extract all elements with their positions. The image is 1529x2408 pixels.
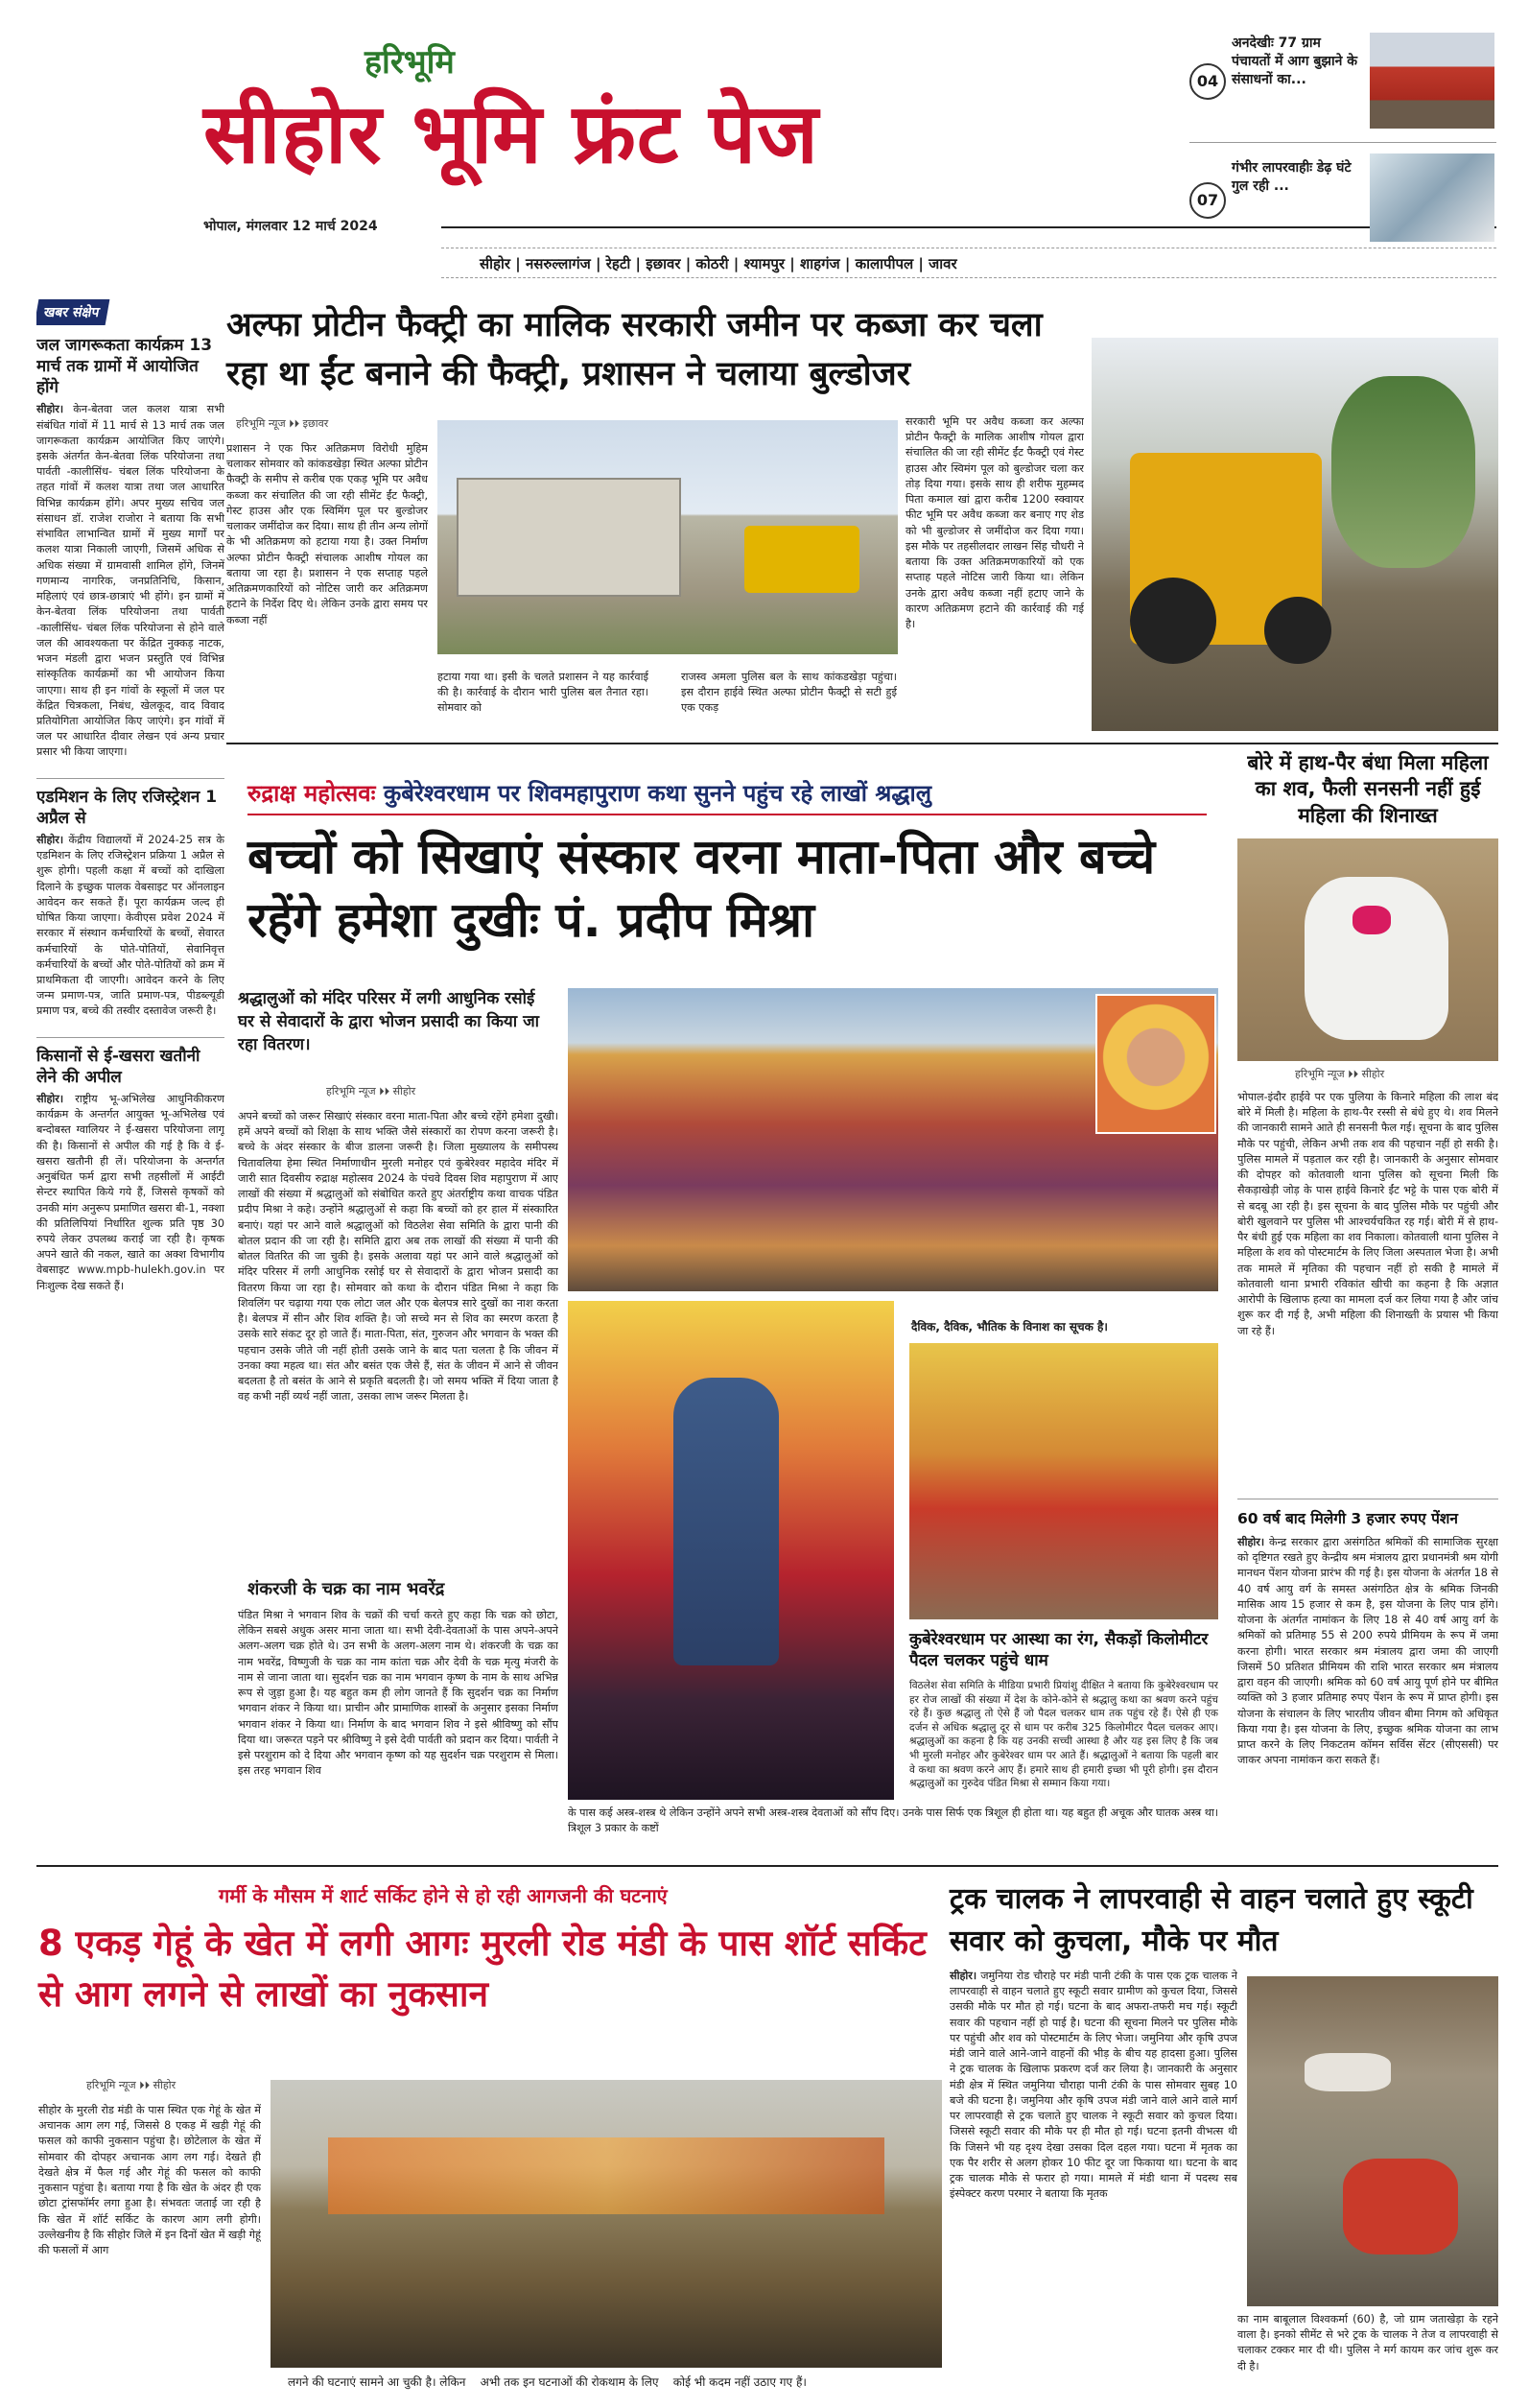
brief-2-place: सीहोर। (36, 833, 64, 846)
bori-body: भोपाल-इंदौर हाईवे पर एक पुलिया के किनारे महिला की लाश बंद बोरे में मिली है। महिला के हाथ-पैर रस्सी से बंधे हुए थे। शव मिलने की जानकारी सामने आते ही सनसनी फैल गई। सूचना के बाद पुलिस मौके पर पहुंची, लेकिन अभी तक शव की पहचान नहीं हो सकी है। पुलिस मामले में पड़ताल कर रही है। जानकारी के अनुसार सोमवार की दोपहर को कोतवाली थाना पुलिस को सूचना मिली कि सैकड़ाखेड़ी जोड़ के पास हाईवे किनारे ईंट भट्टे के पास एक बोरी में से बदबू आ रही है। इस सूचना के बाद पुलिस मौके पर पहुंची और बोरी खुलवाने पर पुलिस भी आश्चर्यचकित रह गई। बोरी में से हाथ-पैर बंधी हुई एक महिला का शव निकाला। कोतवाली थाना पुलिस ने महिला के शव को पोस्टमार्टम के लिए जिला अस्पताल भेजा है। अभी तक मामले में मृतिका की पहचान नहीं हो सकी है मामले में कोतवाली थाना प्रभारी रविकांत खीची का कहना है कि अज्ञात आरोपी के खिलाफ हत्या का मामला दर्ज कर लिया गया है और जांच शुरू कर दी गई है, अभी महिला की शिनाख्ती के प्रयास भी किया जा रहे हैं। (1237, 1091, 1498, 1337)
rudraksh-headline[interactable]: बच्चों को सिखाएं संस्कार वरना माता-पिता और बच्चे रहेंगे हमेशा दुखीः पं. प्रदीप मिश्रा (247, 829, 1156, 948)
pandit-portrait-photo (1095, 994, 1216, 1134)
pension-place: सीहोर। (1237, 1536, 1265, 1548)
fire-headline[interactable]: 8 एकड़ गेहूं के खेत में लगी आगः मुरली रोड मंडी के पास शॉर्ट सर्किट से आग लगने से लाखों का नुकसान (38, 1923, 927, 2015)
town-item[interactable]: इछावर (646, 255, 681, 272)
fire-body: सीहोर के मुरली रोड मंडी के पास स्थित एक गेहूं के खेत में अचानक आग लग गई, जिससे 8 एकड़ में खड़ी गेहूं की फसल को काफी नुकसान पहुंचा है। छोटेलाल के खेत में सोमवार की दोपहर अचानक आग लग गई। देखते ही देखते क्षेत्र में फैल गई और गेहूं की फसल को काफी नुकसान पहुंचा है। बताया गया है कि खेत के अंदर ही एक छोटा ट्रांसफॉर्मर लगा हुआ है। संभवतः जताई जा रही है कि खेत में शॉर्ट सर्किट के कारण आग लगी होगी। उल्लेखनीय है कि सीहोर जिले में इन दिनों खेत में खड़ी गेहूं की फसलों में आग (38, 2104, 261, 2257)
devotees-group-photo (909, 1343, 1218, 1619)
brief-2-text: केंद्रीय विद्यालयों में 2024-25 सत्र के एडमिशन के लिए रजिस्ट्रेशन प्रक्रिया 1 अप्रैल से शुरू होगी। पहली कक्षा में बच्चों को दाखिला दिलाने के इच्छुक पालक वेबसाइट पर ऑनलाइन आवेदन कर सकते हैं। पूरा कार्यक्रम जल्द ही घोषित किया जाएगा। केवीएस प्रवेश 2024 में सरकार में संस्थान कर्मचारियों के बच्चों, सेवारत कर्मचारियों के पोते-पोतियों, सेवानिवृत्त कर्मचारियों के बच्चों और पोते-पोतियों को क्रम में प्राथमिकता दी जाएगी। आवेदन करने के लिए जन्म प्रमाण-पत्र, जाति प्रमाण-पत्र, पीडब्ल्यूडी प्रमाण पत्र, बच्चे की तस्वीर दस्तावेज जरूरी है। (36, 833, 224, 1018)
lead-col-3: राजस्व अमला पुलिस बल के साथ कांकडखेड़ा पहुंचा। इस दौरान हाईवे स्थित अल्फा प्रोटीन फैक्ट्री से सटी हुई एक एकड़ (681, 671, 897, 715)
brief-2-title: एडमिशन के लिए रजिस्ट्रेशन 1 अप्रैल से (36, 778, 224, 829)
brief-1-place: सीहोर। (36, 403, 64, 416)
bori-headline[interactable]: बोरे में हाथ-पैर बंधा मिला महिला का शव, फैली सनसनी नहीं हुई महिला की शिनाख्त (1247, 751, 1489, 827)
truck-body (950, 1969, 1237, 2372)
rudraksh-quote: दैविक, दैविक, भौतिक के विनाश का सूचक है। (911, 1320, 1108, 1334)
lead-col-1: प्रशासन ने एक फिर अतिक्रमण विरोधी मुहिम चलाकर सोमवार को कांकडखेड़ा स्थित अल्फा प्रोटीन फैक्ट्री के समीप से करीब एक एकड़ भूमि पर अवैध कब्जा कर संचालित की जा रही सीमेंट ईंट फैक्ट्री, गेस्ट हाउस और एक स्विमिंग पूल पर बुल्डोजर चलाकर जमींदोज कर दिया। साथ ही तीन अन्य लोगों के भी अतिक्रमण को हटाया गया है। उक्त निर्माण अल्फा प्रोटीन फैक्ट्री संचालक आशीष गोयल का बताया जा रहा है। प्रशासन ने एक सप्ताह पहले अतिक्रमणकारियों को नोटिस जारी कर अतिक्रमण हटाने के निर्देश दिए थे। लेकिन उनके द्वारा समय पर कब्जा नहीं (226, 442, 428, 626)
lead-photo-bulldozer-house (437, 420, 898, 654)
truck-tail: का नाम बाबूलाल विश्वकर्मा (60) है, जो ग्राम जताखेड़ा के रहने वाला है। इनको सीमेंट से भरे ट्रक के चालक ने तेज व लापरवाही से चलाकर टक्कर मार दी थी। पुलिस ने मर्ग कायम कर जांच शुरू कर दी है। (1237, 2313, 1498, 2373)
town-item[interactable]: जावर (929, 255, 957, 272)
dateline: भोपाल, मंगलवार 12 मार्च 2024 (203, 219, 378, 234)
brief-2-body (36, 833, 224, 1020)
brief-1-text: केन-बेतवा जल कलश यात्रा सभी संबंधित गांवों में 11 मार्च से 13 मार्च तक जल जागरूकता कार्यक्रम आयोजित किए जाएंगे। इसके अंतर्गत केन-बेतवा लिंक परियोजना तथा पार्वती -कालीसिंध- चंबल लिंक परियोजना के तहत गांवों में कलश यात्रा तथा जल आधारित विभिन्न कार्यक्रम होंगे। अपर मुख्य सचिव जल संसाधन डॉ. राजेश राजोरा ने बताया कि सभी संभावित लाभान्वित ग्रामों में मुख्य मार्गों पर कलश यात्रा निकाली जाएगी, जिसमें अधिक से अधिक संख्या में ग्रामवासी शामिल होंगे, जिनमें गणमान्य नागरिक, जनप्रतिनिधि, किसान, महिलाएं एवं छात्र-छात्राएं भी होंगे। इन ग्रामों में केन-बेतवा लिंक परियोजना तथा पार्वती -कालीसिंध- चंबल लिंक परियोजना से होने वाले जल की आवश्यकता पर केंद्रित नुक्कड़ नाटक, भजन मंडली द्वारा भजन प्रस्तुति एवं विभिन्न सांस्कृतिक कार्यक्रमों का भी आयोजन किया जाएगा। साथ ही इन गांवों के स्कूलों में जल पर केंद्रित चित्रकला, निबंध, खेलकूद, वाद विवाद प्रतियोगिता आयोजित किए जाएंगे। इन गांवों में जल पर आधारित दीवार लेखन एवं अन्य प्रचार प्रसार भी किया जाएगा। (36, 403, 224, 759)
town-item[interactable]: कालापीपल (855, 255, 914, 272)
town-item[interactable]: सीहोर (480, 255, 511, 272)
section-rule-1 (226, 743, 1498, 744)
brief-1-title: जल जागरूकता कार्यक्रम 13 मार्च तक ग्रामों में आयोजित होंगे (36, 336, 213, 398)
lead-byline: हरिभूमि न्यूज ⏵⏵ इछावर (236, 417, 329, 430)
teaser-1-text: अनदेखीः 77 ग्राम पंचायतों में आग बुझाने के संसाधनों का... (1232, 35, 1357, 87)
truck-headline[interactable]: ट्रक चालक ने लापरवाही से वाहन चलाते हुए स्कूटी सवार को कुचला, मौके पर मौत (950, 1882, 1473, 1958)
town-item[interactable]: श्यामपुर (743, 255, 786, 272)
teaser-1-page: 04 (1189, 63, 1226, 100)
teaser-2[interactable] (1189, 144, 1496, 249)
sidebar-briefs (36, 299, 224, 1882)
shiva-performance-photo (568, 1301, 894, 1800)
kubereshwar-side-body: विठलेश सेवा समिति के मीडिया प्रभारी प्रियांशु दीक्षित ने बताया कि कुबेरेश्वरधाम पर हर रोज लाखों की संख्या में देश के कोने-कोने से श्रद्धालु कथा का श्रवण करने पहुंच रहे हैं। कुछ श्रद्धालु तो ऐसे हैं जो पैदल चलकर धाम तक पहुंच रहे हैं। ऐसे ही एक दर्जन से अधिक श्रद्धालु दूर से धाम पर करीब 325 किलोमीटर पैदल चलकर आए। श्रद्धालुओं का कहना है कि यह उनकी सच्ची आस्था है और यह इस लिए है कि जब भी मुरली मनोहर और कुबेरेश्वर धाम पर आते हैं। श्रद्धालुओं ने बताया कि पहली बार वे कथा का श्रवण करने आए हैं। हमारे साथ ही हमारी इच्छा भी पूरी होगी। इस दौरान श्रद्धालुओं का गुरुदेव पंडित मिश्रा से सम्मान किया गया। (909, 1680, 1218, 1790)
field-fire-photo (271, 2080, 942, 2368)
brief-3-title: किसानों से ई-खसरा खतौनी लेने की अपील (36, 1037, 224, 1088)
rudraksh-strap-rule (247, 814, 1207, 815)
truck-place: सीहोर। (950, 1970, 977, 1982)
rudraksh-strap-text: कुबेरेश्वरधाम पर शिवमहापुराण कथा सुनने पहुंच रहे लाखों श्रद्धालु (383, 780, 931, 807)
pension-body (1237, 1535, 1498, 1852)
fire-caption: लगने की घटनाएं सामने आ चुकी है। लेकिन अभी तक इन घटनाओं की रोकथाम के लिए कोई भी कदम नहीं उठाए गए हैं। (288, 2375, 807, 2389)
accident-scooter-photo (1247, 1976, 1498, 2306)
rudraksh-body-2: पंडित मिश्रा ने भगवान शिव के चक्रों की चर्चा करते हुए कहा कि चक्र को छोटा, लेकिन सबसे अधुक असर माना जाता था। सभी देवी-देवताओं के पास अपने-अपने अलग-अलग चक्र होते थे। उन सभी के अलग-अलग नाम थे। शंकरजी के चक्र का नाम भवरेंद्र, विष्णुजी के चक्र का नाम कांता चक्र और देवी के चक्र मृत्यु मंजरी के नाम से जाना जाता था। सुदर्शन चक्र का नाम भगवान कृष्ण के नाम के साथ अभिन्न रूप से जुड़ा हुआ है। यह बहुत कम ही लोग जानते हैं कि सुदर्शन चक्र का निर्माण भगवान शंकर ने किया था। प्राचीन और प्रामाणिक शास्त्रों के अनुसार इसका निर्माण भगवान शंकर ने किया था। निर्माण के बाद भगवान शिव ने इसे श्रीविष्णु को सौंप दिया था। जरूरत पड़ने पर श्रीविष्णु ने इसे देवी पार्वती को प्रदान कर दिया। पार्वती ने इसे परशुराम को दे दिया और भगवान कृष्ण को यह सुदर्शन चक्र परशुराम से मिला। इस तरह भगवान शिव (238, 1609, 558, 1778)
hospital-photo (1370, 153, 1494, 242)
pension-text: केन्द्र सरकार द्वारा असंगठित श्रमिकों की सामाजिक सुरक्षा को दृष्टिगत रखते हुए केन्द्रीय श्रम मंत्रालय द्वारा प्रधानमंत्री श्रम योगी मानधन पेंशन योजना प्रारंभ की गई है। इस योजना के अंतर्गत 18 से 40 वर्ष आयु वर्ग के समस्त असंगठित क्षेत्र के श्रमिक जिनकी मासिक आय 15 हजार से कम है, इस योजना के लिए पात्र होंगे। योजना के अंतर्गत नामांकन के लिए 18 से 40 वर्ष आयु वर्ग के श्रमिकों को प्रतिमाह 55 से 200 रुपये प्रीमियम के रूप में जमा करना होगी। भारत सरकार श्रम मंत्रालय द्वारा जमा की जाएगी जिसमें 50 प्रतिशत प्रीमियम की राशि भारत सरकार श्रम मंत्रालय द्वारा वहन की जाएगी। श्रमिक को 60 वर्ष आयु पूर्ण होने पर बीमित व्यक्ति को 3 हजार प्रतिमाह रुपए पेंशन के रूप में प्राप्त होगी। इस योजना के संचालन के लिए भारतीय जीवन बीमा निगम को अधिकृत किया गया है। इस योजना के लिए, इच्छुक श्रमिक योजना का लाभ प्राप्त करने के लिए निकटतम कॉमन सर्विस सेंटर (सीएससी) पर जाकर अपना नामांकन करा सकते हैं। (1237, 1536, 1498, 1767)
kubereshwar-side-headline[interactable]: कुबेरेश्वरधाम पर आस्था का रंग, सैकड़ों किलोमीटर पैदल चलकर पहुंचे धाम (909, 1630, 1209, 1671)
teaser-block (1189, 29, 1496, 249)
rudraksh-photo-caption: श्रद्धालुओं को मंदिर परिसर में लगी आधुनिक रसोई घर से सेवादारों के द्वारा भोजन प्रसादी का किया जा रहा वितरण। (238, 989, 540, 1054)
bori-byline: हरिभूमि न्यूज ⏵⏵ सीहोर (1295, 1068, 1385, 1080)
rudraksh-crowd-photo (568, 988, 1218, 1291)
lead-headline[interactable]: अल्फा प्रोटीन फैक्ट्री का मालिक सरकारी जमीन पर कब्जा कर चला रहा था ईंट बनाने की फैक्ट्री, प्रशासन ने चलाया बुल्डोजर (226, 306, 1043, 393)
truck-text: जमुनिया रोड चौराहे पर मंडी पानी टंकी के पास एक ट्रक चालक ने लापरवाही से वाहन चलाते हुए स्कूटी सवार ग्रामीण को कुचल दिया, जिससे उसकी मौके पर मौत हो गई। घटना के बाद अफरा-तफरी मच गई। स्कूटी सवार की पहचान नहीं हो पाई है। घटना की सूचना मिलने पर पुलिस मौके पर पहुंची और शव को पोस्टमार्टम के लिए भेजा। जमुनिया और कृषि उपज मंडी जाने वाले आने-जाने वाहनों की भीड़ के बीच यह हादसा हुआ। पुलिस ने ट्रक चालक के खिलाफ प्रकरण दर्ज कर लिया है। जानकारी के अनुसार मंडी क्षेत्र में स्थित जमुनिया चौराहा पानी टंकी के पास सोमवार सुबह 10 बजे की घटना है। जमुनिया और कृषि उपज मंडी जाने वाले आने वाले मार्ग पर लापरवाही से ट्रक चलाते हुए चालक ने स्कूटी सवार को कुचल दिया। जिससे स्कूटी सवार की मौके पर ही मौत हो गई। घटना इतनी वीभत्स थी कि जिसने भी यह दृश्य देखा उसका दिल दहल गया। घटना में मृतक का एक पैर शरीर से अलग होकर 10 फीट दूर जा फिकाया था। घटना के बाद ट्रक चालक मौके से फरार हो गया। मामले में मंडी थाना में पदस्थ सब इंस्पेक्टर करण परमार ने बताया कि मृतक (950, 1970, 1237, 2201)
rudraksh-byline: हरिभूमि न्यूज ⏵⏵ सीहोर (326, 1085, 416, 1098)
rudraksh-subhead: शंकरजी के चक्र का नाम भवरेंद्र (247, 1579, 445, 1599)
town-item[interactable]: कोठरी (695, 255, 729, 272)
lead-col-2: हटाया गया था। इसी के चलते प्रशासन ने यह कार्रवाई की है। कार्रवाई के दौरान भारी पुलिस बल तैनात रहा। सोमवार को (437, 671, 648, 715)
page-title: सीहोर भूमि फ्रंट पेज (203, 85, 819, 182)
lead-col-4: सरकारी भूमि पर अवैध कब्जा कर अल्फा प्रोटीन फैक्ट्री के मालिक आशीष गोयल द्वारा संचालित की जा रही सीमेंट ईंट फैक्ट्री एवं गेस्ट हाउस और स्विमंग पूल को बुल्डोजर चला कर तोड़ दिया गया। इसके साथ ही शरीफ मुहम्मद पिता कमाल खां द्वारा करीब 1200 स्क्वायर फीट भूमि पर अवैध कब्जा कर बनाए गए शेड को भी बुल्डोजर से जमींदोज कर दिया गया। इस मौके पर तहसीलदार लाखन सिंह चौधरी ने बताया कि उक्त अतिक्रमणकारियों को एक सप्ताह पहले नोटिस जारी किया था। लेकिन उनके द्वारा अवैध कब्जा नहीं हटाए जाने के कारण अतिक्रमण हटाने की कार्रवाई की गई है। (906, 415, 1084, 631)
bori-sack-photo (1237, 838, 1498, 1061)
teaser-2-text: गंभीर लापरवाहीः डेढ़ घंटे गुल रही ... (1232, 160, 1352, 194)
brief-3-text: राष्ट्रीय भू-अभिलेख आधुनिकीकरण कार्यक्रम के अन्तर्गत आयुक्त भू-अभिलेख एवं बन्दोबस्त ग्वालियर ने ई-खसरा परियोजना लागू की है। किसानों से अपील की गई है कि वे ई-खसरा खतौनी ही लें। परियोजना के अन्तर्गत अनुबंधित फर्म द्वारा सभी तहसीलों में आईटी सेन्टर स्थापित किये गये हैं, जिससे कृषकों को उनकी मांग अनुरूप प्रमाणित खसरा बी-1, नक्शा की प्रतिलिपियां निर्धारित शुल्क प्रति पृष्ठ 30 रुपये लेकर उपलब्ध कराई जा रही है। कृषक अपने खाते की नकल, खाते का अक्श विभागीय वेबसाइट www.mpb-hulekh.gov.in पर निःशुल्क देख सकते हैं। (36, 1092, 224, 1292)
brief-3-body (36, 1092, 224, 1294)
town-bar: सीहोर | नसरुल्लागंज | रेहटी | इछावर | कोठरी | श्यामपुर | शाहगंज | कालापीपल | जावर (441, 248, 1496, 278)
town-item[interactable]: नसरुल्लागंज (525, 255, 591, 272)
rudraksh-strap (247, 777, 1111, 809)
sidebar-label: खबर संक्षेप (36, 299, 109, 325)
teaser-2-page: 07 (1189, 182, 1226, 219)
fire-strap: गर्मी के मौसम में शार्ट सर्किट होने से हो रही आगजनी की घटनाएं (219, 1884, 668, 1907)
rudraksh-body-3: के पास कई अस्त्र-शस्त्र थे लेकिन उन्होंने अपने सभी अस्त्र-शस्त्र देवताओं को सौंप दिए। उनके पास सिर्फ एक त्रिशूल ही होता था। यह बहुत ही अचूक और घातक अस्त्र था। त्रिशूल 3 प्रकार के कष्टों (568, 1806, 1218, 1835)
brief-3-place: सीहोर। (36, 1092, 64, 1105)
pension-headline[interactable]: 60 वर्ष बाद मिलेगी 3 हजार रुपए पेंशन (1237, 1510, 1459, 1527)
lead-photo-jcb (1092, 338, 1498, 731)
fire-truck-photo (1370, 33, 1494, 129)
rudraksh-body-1: अपने बच्चों को जरूर सिखाएं संस्कार वरना माता-पिता और बच्चे रहेंगे हमेशा दुखी। हमें अपने बच्चों को शिक्षा के साथ भक्ति जैसे संस्कारों का रोपण करना जरूरी है। बच्चे के अंदर संस्कार के बीज डालना जरूरी है। जिला मुख्यालय के समीपस्थ चितावलिया हेमा स्थित निर्माणाधीन मुरली मनोहर एवं कुबेरेश्वर महादेव मंदिर में जारी सात दिवसीय रुद्राक्ष महोत्सव 2024 के पंचवे दिवस शिव महापुराण में आए लाखों की संख्या में श्रद्धालुओं को संबोधित करते हुए अंतर्राष्ट्रीय कथा वाचक पंडित प्रदीप मिश्रा ने कहे। उन्होंने श्रद्धालुओं से कहा कि बच्चों को हर हाल में संस्कारित बनाएं। यहां पर आने वाले श्रद्धालुओं को विठलेश सेवा समिति के द्वारा पानी की बोतल प्रदान की जा रही है। समिति द्वारा अब तक लाखों की संख्या में पानी की बोतल वितरित की जा चुकी है। इसके अलावा यहां पर आने वाले श्रद्धालुओं को मंदिर परिसर में लगी आधुनिक रसोई घर से सेवादारों के द्वारा भोजन प्रसादी का वितरण किया जा रहा है। सोमवार को कथा के दौरान पंडित मिश्रा ने कहा कि शिवलिंग पर चढ़ाया गया एक लोटा जल और एक बेलपत्र सारे दुखों का नाश करता है। बेलपत्र में सीन और शिव शक्ति है। जो सच्चे मन से शिव का स्मरण करता है उसके सारे संकट दूर हो जाते हैं। माता-पिता, संत, गुरुजन और भगवान के भक्त की पहचान उसके जीते जी नहीं होती उसके जाने के बाद पता चलता है कि जीवन में उनका क्या महत्व था। संत और बसंत एक जैसे हैं, संत के जीवन में आने से जीवन बदलता है तो बसंत के आने से प्रकृति बदलती है। जो समय भक्ति में दिया जाता है वह कभी नहीं व्यर्थ नहीं जाता, उसका लाभ जरूर मिलता है। (238, 1110, 558, 1404)
town-item[interactable]: रेहटी (605, 255, 631, 272)
rudraksh-kicker: रुद्राक्ष महोत्सवः (247, 780, 376, 807)
section-rule-2 (36, 1865, 1498, 1867)
brand-logo: हरिभूमि (365, 43, 455, 82)
teaser-1[interactable] (1189, 29, 1496, 139)
brief-1-body (36, 402, 224, 760)
town-item[interactable]: शाहगंज (800, 255, 840, 272)
fire-byline: हरिभूमि न्यूज ⏵⏵ सीहोर (86, 2079, 176, 2091)
